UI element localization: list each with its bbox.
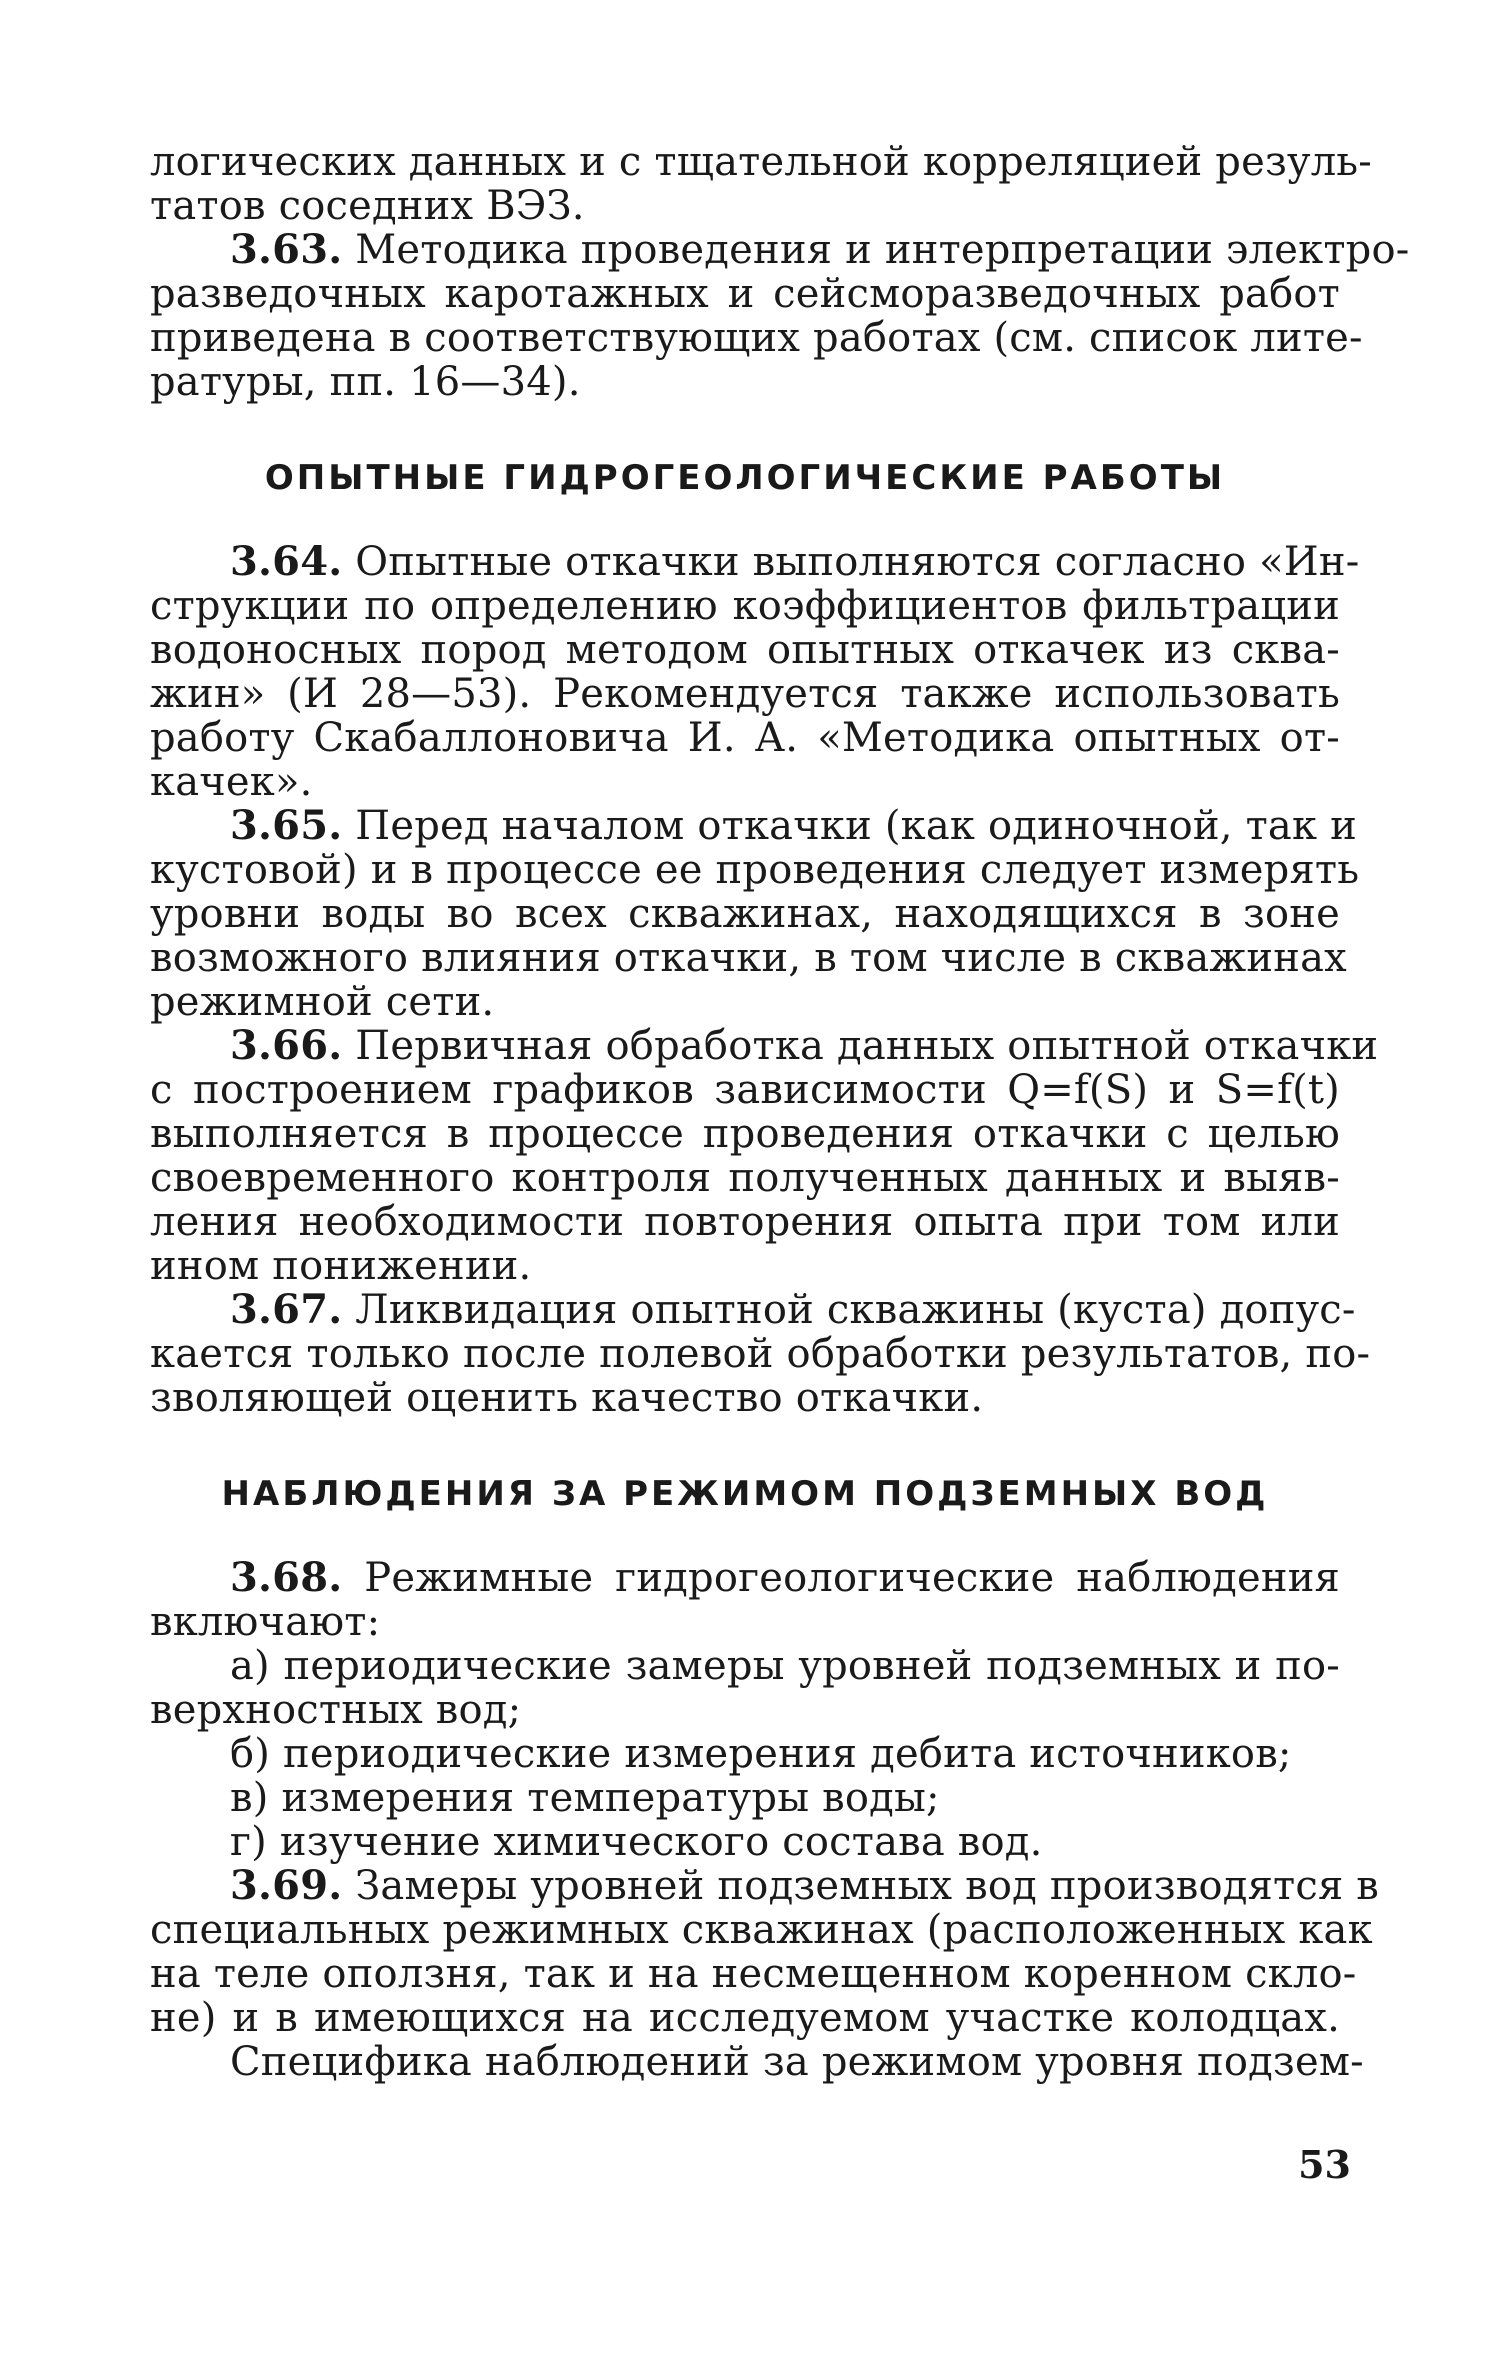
text-line: ления необходимости повторения опыта при том или <box>150 1199 1340 1245</box>
text-line: струкции по определению коэффициентов фильтрации <box>150 583 1340 629</box>
text-line: зволяющей оценить качество откачки. <box>150 1375 984 1421</box>
text-line: ином понижении. <box>150 1243 532 1289</box>
paragraph-3-67-line-1: 3.67. Ликвидация опытной скважины (куста) допус- <box>230 1286 1356 1333</box>
text-line: татов соседних ВЭЗ. <box>150 183 585 229</box>
text-line: включают: <box>150 1599 381 1645</box>
text-line: разведочных каротажных и сейсморазведочных работ <box>150 271 1340 317</box>
section-heading-experimental-works: ОПЫТНЫЕ ГИДРОГЕОЛОГИЧЕСКИЕ РАБОТЫ <box>264 458 1226 498</box>
text-line: специальных режимных скважинах (расположенных как <box>150 1907 1373 1953</box>
paragraph-number: 3.63. <box>230 226 343 273</box>
text-line: не) и в имеющихся на исследуемом участке колодцах. <box>150 1995 1340 2041</box>
section-heading-groundwater-regime: НАБЛЮДЕНИЯ ЗА РЕЖИМОМ ПОДЗЕМНЫХ ВОД <box>221 1474 1269 1514</box>
paragraph-number: 3.68. <box>230 1554 343 1601</box>
text-line: логических данных и с тщательной корреляцией резуль- <box>150 139 1373 185</box>
page-text-block <box>150 139 1410 2085</box>
paragraph-number: 3.64. <box>230 538 343 585</box>
text-line: водоносных пород методом опытных откачек из сква- <box>150 627 1340 673</box>
text-line: приведена в соответствующих работах (см. список лите- <box>150 315 1363 361</box>
list-item-c: в) измерения температуры воды; <box>230 1775 940 1821</box>
text-line: работу Скабаллоновича И. А. «Методика опытных от- <box>150 715 1340 761</box>
page-number: 53 <box>1298 2142 1351 2187</box>
text-line: жин» (И 28—53). Рекомендуется также использовать <box>150 671 1340 717</box>
paragraph-number: 3.67. <box>230 1286 343 1333</box>
list-item-a-line-1: а) периодические замеры уровней подземных и по- <box>230 1643 1340 1689</box>
text-line: уровни воды во всех скважинах, находящихся в зоне <box>150 891 1340 937</box>
list-item-b: б) периодические измерения дебита источников; <box>230 1731 1292 1777</box>
text-line: режимной сети. <box>150 979 495 1025</box>
paragraph-number: 3.69. <box>230 1862 343 1909</box>
text-line: возможного влияния откачки, в том числе в скважинах <box>150 935 1347 981</box>
paragraph-3-65-line-1: 3.65. Перед началом откачки (как одиночной, так и <box>230 802 1357 849</box>
paragraph-3-64-line-1: 3.64. Опытные откачки выполняются согласно «Ин- <box>230 538 1360 585</box>
paragraph-3-63-line-1: 3.63. Методика проведения и интерпретации электро- <box>230 226 1410 273</box>
text-line: качек». <box>150 759 313 805</box>
list-item-d: г) изучение химического состава вод. <box>230 1819 1043 1865</box>
text-line: кается только после полевой обработки результатов, по- <box>150 1331 1371 1377</box>
paragraph-number: 3.65. <box>230 802 343 849</box>
text-line: своевременного контроля полученных данных и выяв- <box>150 1155 1340 1201</box>
text-line: на теле оползня, так и на несмещенном коренном скло- <box>150 1951 1357 1997</box>
paragraph-3-69-line-1: 3.69. Замеры уровней подземных вод производятся в <box>230 1862 1380 1909</box>
list-item-a-line-2: верхностных вод; <box>150 1687 522 1733</box>
paragraph-3-68-line-1: 3.68. Режимные гидрогеологические наблюдения <box>230 1554 1340 1601</box>
text-line: Специфика наблюдений за режимом уровня подзем- <box>230 2039 1364 2085</box>
text-line: кустовой) и в процессе ее проведения следует измерять <box>150 847 1360 893</box>
text-line: ратуры, пп. 16—34). <box>150 359 581 405</box>
paragraph-3-66-line-1: 3.66. Первичная обработка данных опытной откачки <box>230 1022 1379 1069</box>
text-line: выполняется в процессе проведения откачки с целью <box>150 1111 1340 1157</box>
paragraph-number: 3.66. <box>230 1022 343 1069</box>
text-line: с построением графиков зависимости Q=f(S) и S=f(t) <box>150 1067 1340 1113</box>
